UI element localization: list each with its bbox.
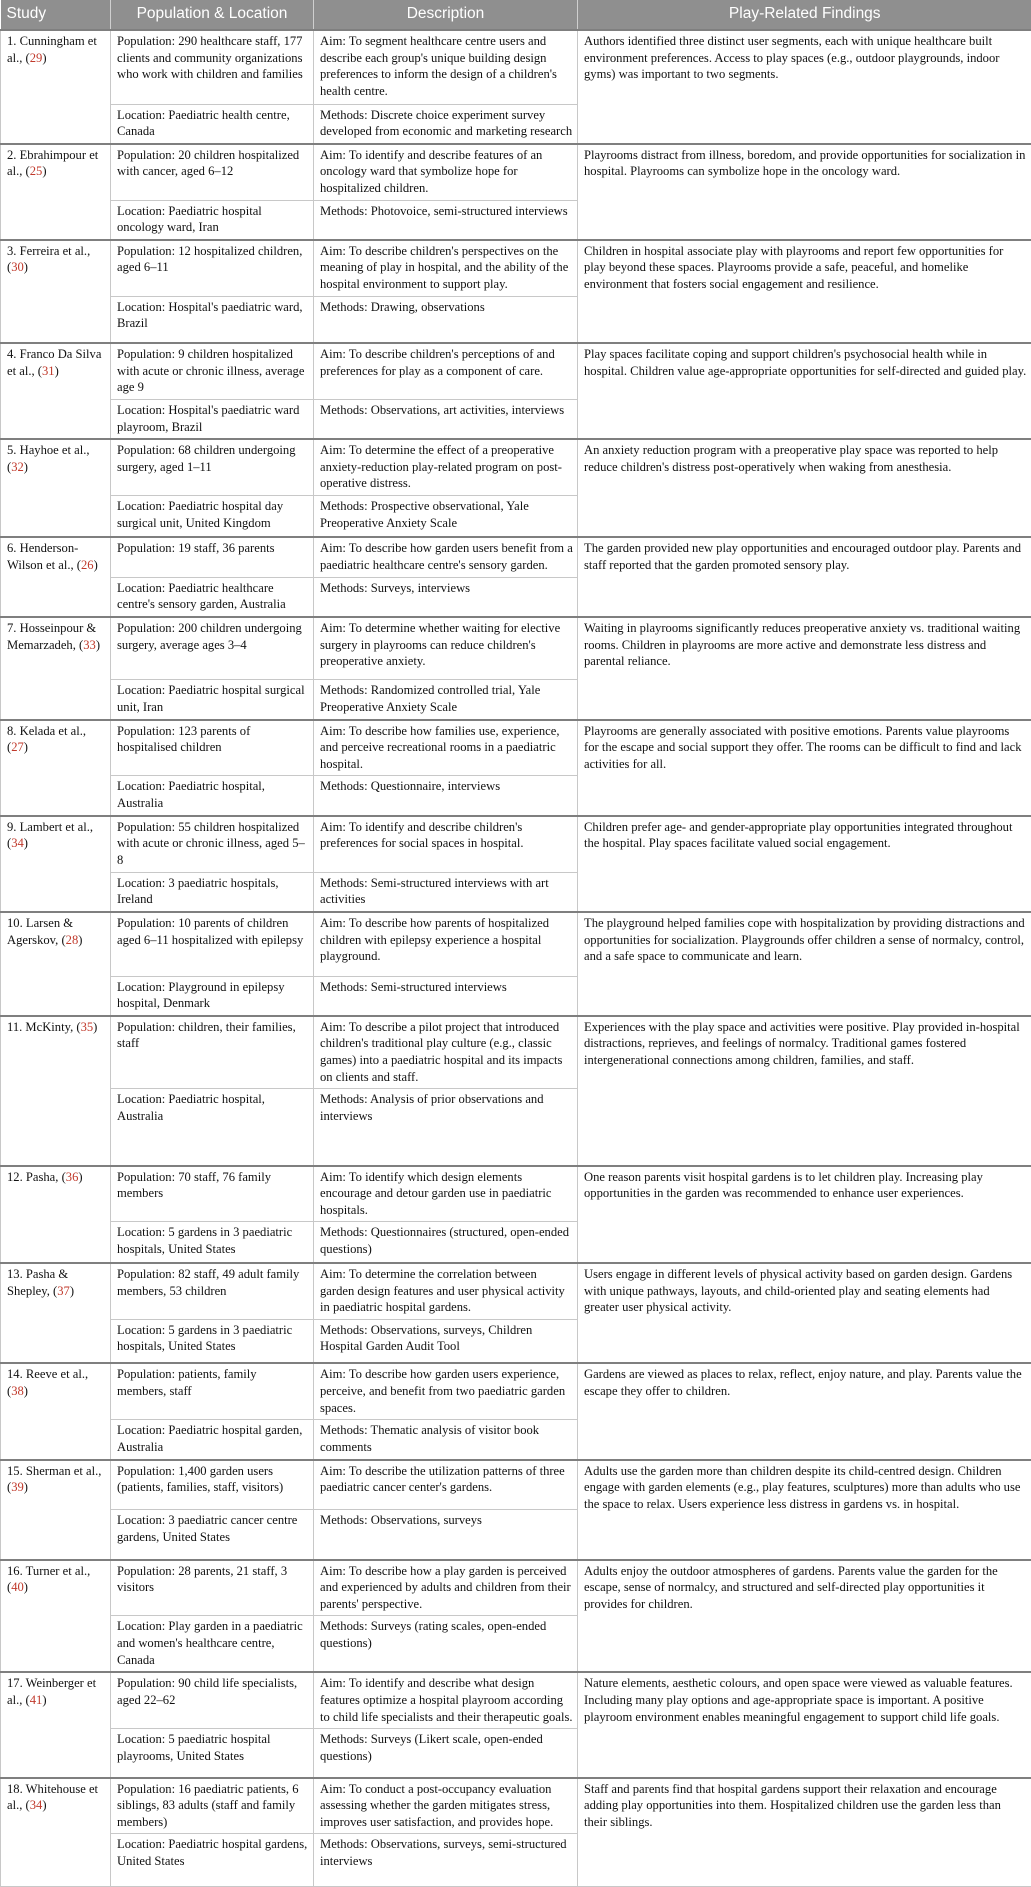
table-row xyxy=(1,720,1031,776)
location-cell: Location: 3 paediatric cancer centre gardens, United States xyxy=(111,1510,314,1560)
study-name: 2. Ebrahimpour et al., ( xyxy=(7,148,98,179)
table-row xyxy=(1,1016,1031,1089)
study-cell xyxy=(1,537,111,616)
col-header-findings: Play-Related Findings xyxy=(578,0,1031,30)
findings-cell: Children in hospital associate play with playrooms and report few opportunities for play beyond these spaces. Playrooms provide a safe, peaceful, and homelike environment that fosters social engagement and resilience. xyxy=(578,240,1031,343)
study-cell xyxy=(1,1263,111,1363)
methods-cell: Methods: Observations, art activities, interviews xyxy=(314,399,578,439)
aim-cell: Aim: To segment healthcare centre users and describe each group's unique building design preferences to inform the design of a children's health centre. xyxy=(314,30,578,104)
findings-cell: Children prefer age- and gender-appropriate play opportunities integrated throughout the hospital. Play spaces facilitate valued social engagement. xyxy=(578,816,1031,912)
header-row xyxy=(1,0,1031,30)
table-row xyxy=(1,912,1031,976)
methods-cell: Methods: Observations, surveys xyxy=(314,1510,578,1560)
methods-cell: Methods: Photovoice, semi-structured interviews xyxy=(314,200,578,240)
findings-cell: Staff and parents find that hospital gardens support their relaxation and encourage adding play opportunities into them. Hospitalized children use the garden less than their siblings. xyxy=(578,1778,1031,1887)
study-name-close: ) xyxy=(42,51,46,65)
population-cell: Population: 1,400 garden users (patients, families, staff, visitors) xyxy=(111,1460,314,1510)
findings-cell: The garden provided new play opportunities and encouraged outdoor play. Parents and staff reported that the garden promoted sensory play. xyxy=(578,537,1031,616)
reference-link[interactable]: 37 xyxy=(57,1284,70,1298)
study-cell xyxy=(1,1778,111,1887)
methods-cell: Methods: Semi-structured interviews xyxy=(314,976,578,1016)
study-cell xyxy=(1,617,111,720)
table-body xyxy=(1,30,1031,1887)
study-name: 7. Hosseinpour & Memarzadeh, ( xyxy=(7,621,96,652)
population-cell: Population: 70 staff, 76 family members xyxy=(111,1166,314,1222)
study-name-close: ) xyxy=(96,638,100,652)
findings-cell: Authors identified three distinct user segments, each with unique healthcare built environment preferences. Access to play spaces (e.g., outdoor playgrounds, indoor gyms) was important to two segments. xyxy=(578,30,1031,144)
methods-cell: Methods: Analysis of prior observations and interviews xyxy=(314,1089,578,1166)
study-name: 11. McKinty, ( xyxy=(7,1020,81,1034)
study-cell xyxy=(1,144,111,240)
location-cell: Location: Play garden in a paediatric and women's healthcare centre, Canada xyxy=(111,1616,314,1672)
aim-cell: Aim: To describe children's perceptions of and preferences for play as a component of care. xyxy=(314,343,578,399)
methods-cell: Methods: Observations, surveys, Children Hospital Garden Audit Tool xyxy=(314,1319,578,1363)
study-name-close: ) xyxy=(55,364,59,378)
location-cell: Location: Hospital's paediatric ward playroom, Brazil xyxy=(111,399,314,439)
table-row xyxy=(1,816,1031,872)
methods-cell: Methods: Surveys (Likert scale, open-ended questions) xyxy=(314,1729,578,1778)
table-row xyxy=(1,537,1031,577)
study-name: 17. Weinberger et al., ( xyxy=(7,1676,96,1707)
reference-link[interactable]: 32 xyxy=(11,460,24,474)
aim-cell: Aim: To describe the utilization patterns of three paediatric cancer center's gardens. xyxy=(314,1460,578,1510)
population-cell: Population: children, their families, staff xyxy=(111,1016,314,1089)
study-cell xyxy=(1,816,111,912)
study-name: 9. Lambert et al., ( xyxy=(7,820,93,851)
methods-cell: Methods: Prospective observational, Yale Preoperative Anxiety Scale xyxy=(314,495,578,537)
table-row xyxy=(1,1460,1031,1510)
methods-cell: Methods: Surveys, interviews xyxy=(314,577,578,617)
study-name-close: ) xyxy=(42,1798,46,1812)
table-row xyxy=(1,1363,1031,1419)
aim-cell: Aim: To identify and describe what design features optimize a hospital playroom according to child life specialists and their therapeutic goals. xyxy=(314,1672,578,1728)
population-cell: Population: 200 children undergoing surgery, average ages 3–4 xyxy=(111,617,314,680)
study-name: 14. Reeve et al., ( xyxy=(7,1367,88,1398)
findings-cell: Gardens are viewed as places to relax, reflect, enjoy nature, and play. Parents value the escape they offer to children. xyxy=(578,1363,1031,1459)
population-cell: Population: 68 children undergoing surgery, aged 1–11 xyxy=(111,439,314,495)
population-cell: Population: 123 parents of hospitalised children xyxy=(111,720,314,776)
reference-link[interactable]: 33 xyxy=(83,638,96,652)
table-row xyxy=(1,30,1031,104)
aim-cell: Aim: To determine whether waiting for elective surgery in playrooms can reduce children's preoperative anxiety. xyxy=(314,617,578,680)
aim-cell: Aim: To describe how a play garden is perceived and experienced by adults and children from their parents' perspective. xyxy=(314,1560,578,1616)
study-name: 10. Larsen & Agerskov, ( xyxy=(7,916,73,947)
table-row xyxy=(1,1778,1031,1834)
reference-link[interactable]: 35 xyxy=(81,1020,94,1034)
study-name: 3. Ferreira et al., ( xyxy=(7,244,90,275)
study-name-close: ) xyxy=(42,1693,46,1707)
study-name: 5. Hayhoe et al., ( xyxy=(7,443,90,474)
findings-cell: Experiences with the play space and activities were positive. Play provided in-hospital distractions, reprieves, and feelings of normalcy. Traditional games fostered intergenerational connections among children, families, and staff. xyxy=(578,1016,1031,1166)
study-name-close: ) xyxy=(78,933,82,947)
study-name-close: ) xyxy=(24,836,28,850)
study-name-close: ) xyxy=(94,558,98,572)
location-cell: Location: Hospital's paediatric ward, Brazil xyxy=(111,296,314,343)
location-cell: Location: Paediatric hospital surgical unit, Iran xyxy=(111,680,314,720)
population-cell: Population: 9 children hospitalized with acute or chronic illness, average age 9 xyxy=(111,343,314,399)
reference-link[interactable]: 39 xyxy=(11,1480,24,1494)
study-cell xyxy=(1,1016,111,1166)
table-row xyxy=(1,343,1031,399)
findings-cell: Adults enjoy the outdoor atmospheres of gardens. Parents value the garden for the escape, sense of normalcy, and structured and self-directed play opportunities it provides for children. xyxy=(578,1560,1031,1673)
population-cell: Population: 90 child life specialists, aged 22–62 xyxy=(111,1672,314,1728)
study-name: 1. Cunningham et al., ( xyxy=(7,34,97,65)
methods-cell: Methods: Randomized controlled trial, Yale Preoperative Anxiety Scale xyxy=(314,680,578,720)
study-name-close: ) xyxy=(24,260,28,274)
population-cell: Population: 10 parents of children aged 6–11 hospitalized with epilepsy xyxy=(111,912,314,976)
location-cell: Location: Playground in epilepsy hospital, Denmark xyxy=(111,976,314,1016)
study-cell xyxy=(1,343,111,439)
location-cell: Location: 3 paediatric hospitals, Ireland xyxy=(111,872,314,912)
findings-cell: Adults use the garden more than children despite its child-centred design. Children engage with garden elements (e.g., play features, sculptures) more than adults who use the space to relax. Users experience less distress in gardens vs. in hospital. xyxy=(578,1460,1031,1560)
study-name: 6. Henderson-Wilson et al., ( xyxy=(7,541,81,572)
population-cell: Population: 16 paediatric patients, 6 siblings, 83 adults (staff and family members) xyxy=(111,1778,314,1834)
reference-link[interactable]: 31 xyxy=(42,364,55,378)
study-name: 16. Turner et al., ( xyxy=(7,1564,90,1595)
aim-cell: Aim: To describe how parents of hospitalized children with epilepsy experience a hospital playground. xyxy=(314,912,578,976)
reference-link[interactable]: 34 xyxy=(11,836,24,850)
aim-cell: Aim: To describe how garden users experience, perceive, and benefit from two paediatric garden spaces. xyxy=(314,1363,578,1419)
population-cell: Population: 55 children hospitalized with acute or chronic illness, aged 5–8 xyxy=(111,816,314,872)
study-name-close: ) xyxy=(24,740,28,754)
table-row xyxy=(1,144,1031,200)
methods-cell: Methods: Surveys (rating scales, open-ended questions) xyxy=(314,1616,578,1672)
study-name: 15. Sherman et al., ( xyxy=(7,1464,101,1495)
study-cell xyxy=(1,720,111,816)
location-cell: Location: Paediatric health centre, Canada xyxy=(111,104,314,144)
population-cell: Population: 28 parents, 21 staff, 3 visitors xyxy=(111,1560,314,1616)
reference-link[interactable]: 28 xyxy=(66,933,79,947)
population-cell: Population: 12 hospitalized children, aged 6–11 xyxy=(111,240,314,296)
study-name-close: ) xyxy=(42,164,46,178)
location-cell: Location: 5 paediatric hospital playrooms, United States xyxy=(111,1729,314,1778)
reference-link[interactable]: 38 xyxy=(11,1384,24,1398)
study-name: 8. Kelada et al., ( xyxy=(7,724,86,755)
study-name: 12. Pasha, ( xyxy=(7,1170,66,1184)
location-cell: Location: Paediatric hospital garden, Australia xyxy=(111,1420,314,1460)
study-cell xyxy=(1,1560,111,1673)
study-cell xyxy=(1,30,111,144)
methods-cell: Methods: Drawing, observations xyxy=(314,296,578,343)
aim-cell: Aim: To determine the effect of a preoperative anxiety-reduction play-related program on post-operative distress. xyxy=(314,439,578,495)
location-cell: Location: Paediatric hospital gardens, United States xyxy=(111,1834,314,1887)
findings-cell: An anxiety reduction program with a preoperative play space was reported to help reduce children's distress post-operatively when waking from anesthesia. xyxy=(578,439,1031,537)
study-cell xyxy=(1,240,111,343)
aim-cell: Aim: To describe how families use, experience, and perceive recreational rooms in a paediatric hospital. xyxy=(314,720,578,776)
methods-cell: Methods: Observations, surveys, semi-structured interviews xyxy=(314,1834,578,1887)
methods-cell: Methods: Semi-structured interviews with art activities xyxy=(314,872,578,912)
population-cell: Population: 82 staff, 49 adult family members, 53 children xyxy=(111,1263,314,1319)
aim-cell: Aim: To identify and describe children's preferences for social spaces in hospital. xyxy=(314,816,578,872)
study-name: 18. Whitehouse et al., ( xyxy=(7,1782,98,1813)
findings-cell: Playrooms distract from illness, boredom, and provide opportunities for socialization in hospital. Playrooms can symbolize hope in the oncology ward. xyxy=(578,144,1031,240)
study-cell xyxy=(1,1460,111,1560)
col-header-population: Population & Location xyxy=(111,0,314,30)
table-row xyxy=(1,1560,1031,1616)
findings-cell: Waiting in playrooms significantly reduces preoperative anxiety vs. traditional waiting rooms. Children in playrooms are more active and demonstrate less distress and parental reliance. xyxy=(578,617,1031,720)
aim-cell: Aim: To determine the correlation between garden design features and user physical activity in paediatric hospital gardens. xyxy=(314,1263,578,1319)
aim-cell: Aim: To conduct a post-occupancy evaluation assessing whether the garden mitigates stress, improves user satisfaction, and provides hope. xyxy=(314,1778,578,1834)
study-name: 13. Pasha & Shepley, ( xyxy=(7,1267,68,1298)
population-cell: Population: patients, family members, staff xyxy=(111,1363,314,1419)
reference-link[interactable]: 34 xyxy=(30,1798,43,1812)
aim-cell: Aim: To describe how garden users benefit from a paediatric healthcare centre's sensory garden. xyxy=(314,537,578,577)
table-row xyxy=(1,1672,1031,1728)
study-name-close: ) xyxy=(24,460,28,474)
methods-cell: Methods: Questionnaires (structured, open-ended questions) xyxy=(314,1222,578,1263)
study-name: 4. Franco Da Silva et al., ( xyxy=(7,347,101,378)
methods-cell: Methods: Discrete choice experiment survey developed from economic and marketing research xyxy=(314,104,578,144)
col-header-description: Description xyxy=(314,0,578,30)
location-cell: Location: 5 gardens in 3 paediatric hospitals, United States xyxy=(111,1222,314,1263)
aim-cell: Aim: To identify which design elements encourage and detour garden use in paediatric hospitals. xyxy=(314,1166,578,1222)
findings-cell: The playground helped families cope with hospitalization by providing distractions and opportunities for socialization. Playgrounds offer children a sense of normalcy, control, and a safe space to communicate and learn. xyxy=(578,912,1031,1016)
table-row xyxy=(1,439,1031,495)
table-row xyxy=(1,240,1031,296)
reference-link[interactable]: 40 xyxy=(11,1580,24,1594)
study-cell xyxy=(1,439,111,537)
table-row xyxy=(1,1263,1031,1319)
study-cell xyxy=(1,1672,111,1777)
study-name-close: ) xyxy=(70,1284,74,1298)
study-name-close: ) xyxy=(24,1480,28,1494)
population-cell: Population: 19 staff, 36 parents xyxy=(111,537,314,577)
aim-cell: Aim: To describe a pilot project that introduced children's traditional play culture (e.g., classic games) into a paediatric hospital and its impacts on clients and staff. xyxy=(314,1016,578,1089)
location-cell: Location: Paediatric hospital oncology ward, Iran xyxy=(111,200,314,240)
findings-cell: Play spaces facilitate coping and support children's psychosocial health while in hospital. Children value age-appropriate opportunities for self-directed and guided play. xyxy=(578,343,1031,439)
location-cell: Location: Paediatric healthcare centre's sensory garden, Australia xyxy=(111,577,314,617)
aim-cell: Aim: To identify and describe features of an oncology ward that symbolize hope for hospitalized children. xyxy=(314,144,578,200)
reference-link[interactable]: 26 xyxy=(81,558,94,572)
location-cell: Location: 5 gardens in 3 paediatric hospitals, United States xyxy=(111,1319,314,1363)
reference-link[interactable]: 27 xyxy=(11,740,24,754)
study-cell xyxy=(1,912,111,1016)
location-cell: Location: Paediatric hospital, Australia xyxy=(111,1089,314,1166)
methods-cell: Methods: Questionnaire, interviews xyxy=(314,776,578,816)
methods-cell: Methods: Thematic analysis of visitor book comments xyxy=(314,1420,578,1460)
study-cell xyxy=(1,1363,111,1459)
reference-link[interactable]: 29 xyxy=(30,51,43,65)
study-name-close: ) xyxy=(78,1170,82,1184)
population-cell: Population: 20 children hospitalized with cancer, aged 6–12 xyxy=(111,144,314,200)
study-name-close: ) xyxy=(93,1020,97,1034)
reference-link[interactable]: 36 xyxy=(66,1170,79,1184)
reference-link[interactable]: 41 xyxy=(30,1693,43,1707)
study-name-close: ) xyxy=(24,1384,28,1398)
table-row xyxy=(1,1166,1031,1222)
reference-link[interactable]: 25 xyxy=(30,164,43,178)
study-cell xyxy=(1,1166,111,1263)
findings-cell: Users engage in different levels of physical activity based on garden design. Gardens with unique pathways, layouts, and child-oriented play and seating elements had greater user physical activity. xyxy=(578,1263,1031,1363)
findings-cell: One reason parents visit hospital gardens is to let children play. Increasing play opportunities in the garden was recommended to enhance user experiences. xyxy=(578,1166,1031,1263)
findings-cell: Playrooms are generally associated with positive emotions. Parents value playrooms for the escape and social support they offer. The rooms can be difficult to find and lack activities for all. xyxy=(578,720,1031,816)
reference-link[interactable]: 30 xyxy=(11,260,24,274)
aim-cell: Aim: To describe children's perspectives on the meaning of play in hospital, and the ability of the hospital environment to support play. xyxy=(314,240,578,296)
location-cell: Location: Paediatric hospital, Australia xyxy=(111,776,314,816)
col-header-study: Study xyxy=(1,0,111,30)
table-row xyxy=(1,617,1031,680)
findings-cell: Nature elements, aesthetic colours, and open space were viewed as valuable features. Including many play options and age-appropriate space is important. A positive playroom environment enables meaningful engagement to support child life goals. xyxy=(578,1672,1031,1777)
location-cell: Location: Paediatric hospital day surgical unit, United Kingdom xyxy=(111,495,314,537)
population-cell: Population: 290 healthcare staff, 177 clients and community organizations who work with children and families xyxy=(111,30,314,104)
study-name-close: ) xyxy=(24,1580,28,1594)
